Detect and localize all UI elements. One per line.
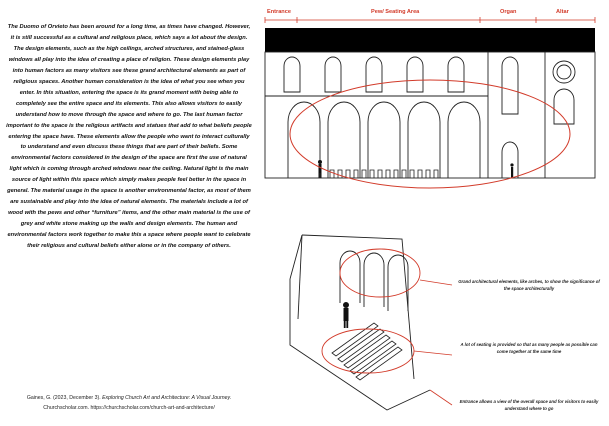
leader-seating xyxy=(414,351,452,355)
iso-pews xyxy=(332,323,402,380)
isometric-drawing xyxy=(262,225,462,421)
zone-label-organ: Organ xyxy=(500,9,517,15)
pews xyxy=(330,170,438,178)
citation-author-date: Gaines, G. (2023, December 3). xyxy=(26,395,101,401)
zone-label-pews: Pew/ Seating Area xyxy=(371,9,420,15)
citation-title: Exploring Church Art and Architecture: A Visual Journey. xyxy=(102,395,232,401)
nave-arcade xyxy=(288,102,518,178)
annotation-arches: Grand architectural elements, like arches, to show the significance of the space architecturally xyxy=(458,279,600,292)
zone-dimension-lines xyxy=(265,17,595,23)
clerestory-windows xyxy=(284,57,575,124)
citation xyxy=(6,394,252,413)
iso-arches xyxy=(340,251,408,311)
person-figure-2 xyxy=(510,163,513,178)
essay-text: The Duomo of Orvieto has been around for a long time, as times have changed. However, it is still successful as a cultural and religious place, which says a lot about the design. The design elements, such as the high ceilings, arched structures, and stained-glass windows all play into the idea of creating a place of religion. These design elements play into human factors as many visitors see these grand architectural elements as part of religious spaces. Another human consideration is the idea of what you see when you enter. In this situation, entering the space is its grand moment with being able to completely see the entire space and its elements. This also allows visitors to easily understand how to move through the space and where to go. The last human factor important to the space is the religious artifacts and statues that add to what beliefs people entering the space have. These elements allow the people who want to interact culturally to understand and even discuss these things that are part of their beliefs. Some environmental factors considered in the design of the space are first the use of natural light which is coming through arched windows near the ceiling. Natural light is the main source of light within this space which simply makes people feel better in the space in general. The material usage in the space is another environmental factor, as most of them are sustainable and play into the idea of natural elements. The materials include a lot of wood with the pews and other “furniture” items, and the other main material is the use of grey and white stone making up the walls and design elements. The human and environmental factors work together to make this a space where people want to celebrate their religious and cultural beliefs either alone or in the company of others. xyxy=(6,24,252,250)
roof-band xyxy=(265,28,595,52)
annotation-seating: A lot of seating is provided so that as many people as possible can come together at the same time xyxy=(460,342,598,355)
zone-label-altar: Altar xyxy=(556,9,569,15)
nave-walls xyxy=(265,52,595,178)
elevation-drawing xyxy=(262,14,598,194)
annotation-entrance: Entrance allows a view of the overall space and for visitors to easily understand where to go xyxy=(459,399,599,412)
citation-source: Churchscholar.com. https://churchscholar.com/church-art-and-architecture/ xyxy=(43,404,215,411)
leader-arches xyxy=(420,280,452,285)
leader-entrance xyxy=(430,390,452,405)
zone-label-entrance: Entrance xyxy=(267,9,291,15)
iso-person xyxy=(343,302,349,328)
